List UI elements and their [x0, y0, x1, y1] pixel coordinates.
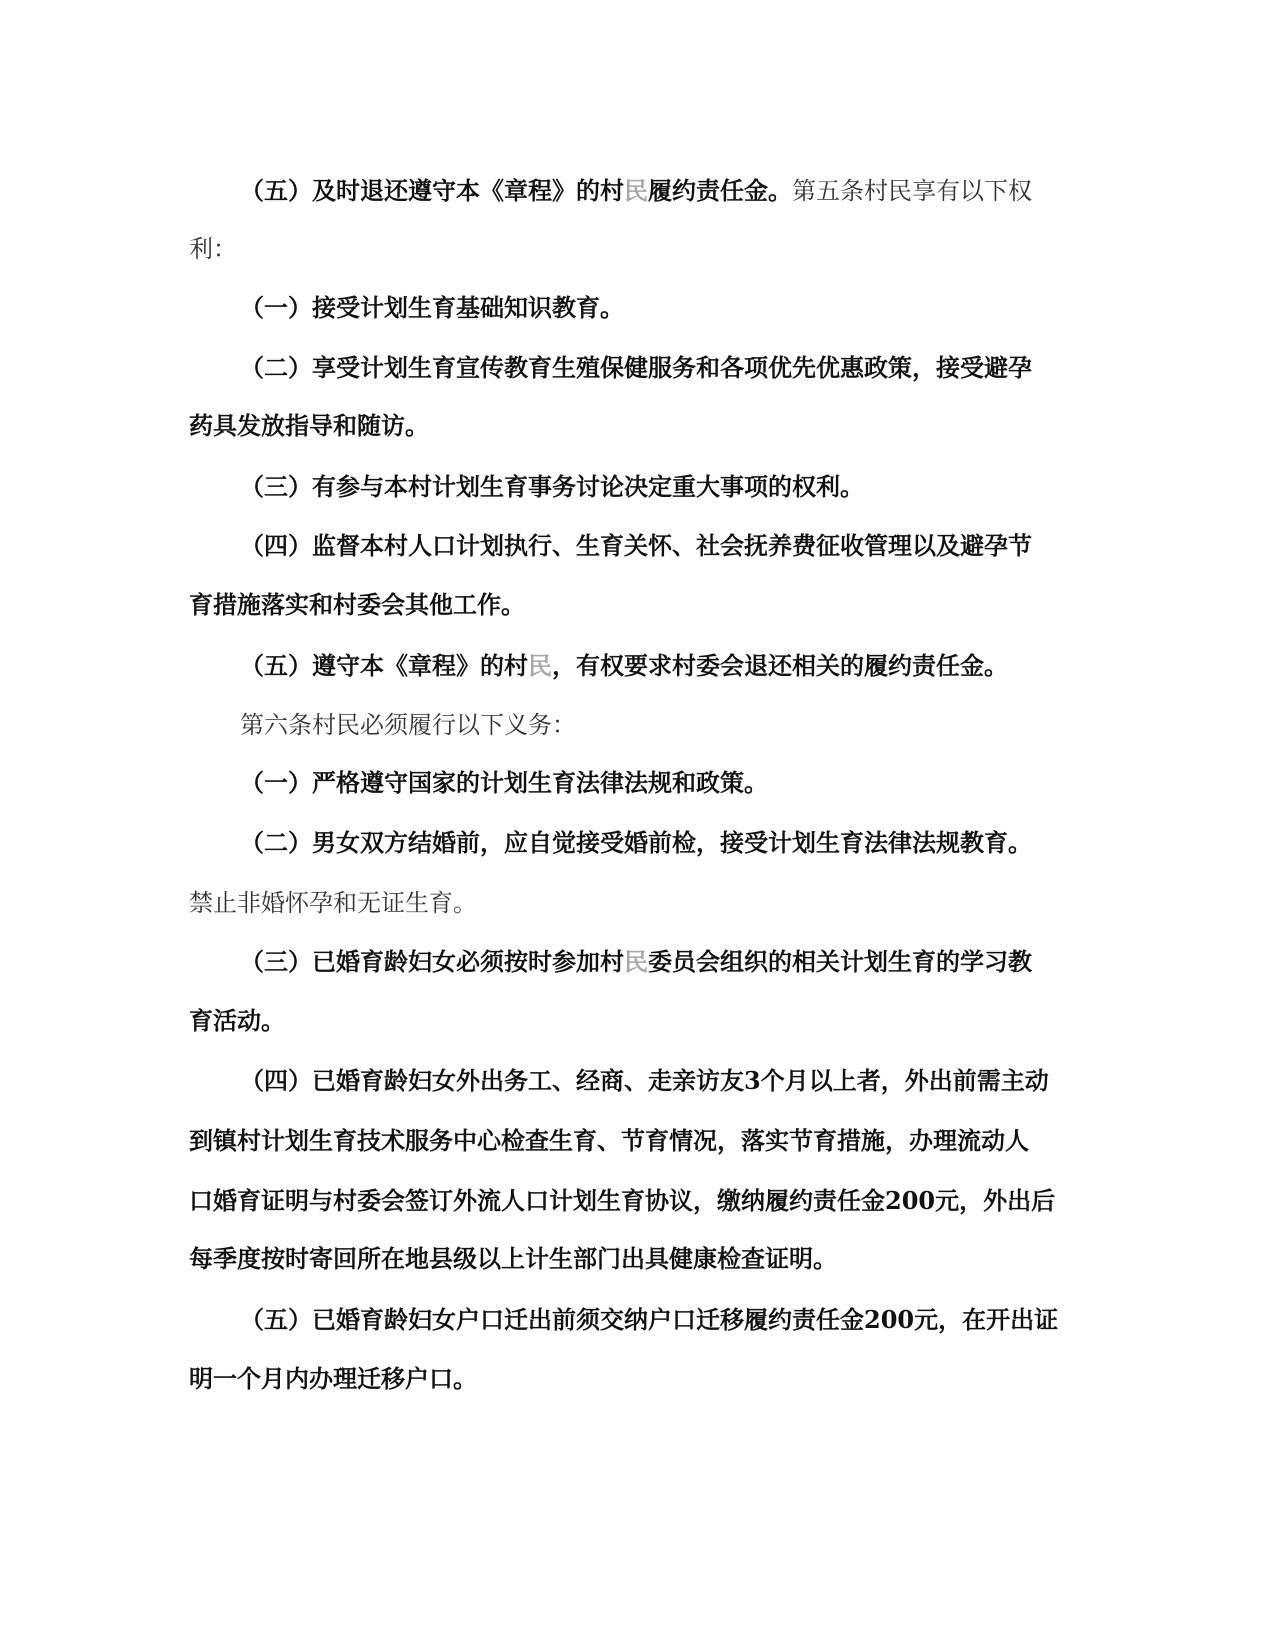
faded-character: 民	[624, 176, 648, 205]
text-line-10: 第六条村民必须履行以下义务：	[240, 711, 576, 739]
text-line-12: （二）男女双方结婚前，应自觉接受婚前检，接受计划生育法律法规教育。	[240, 828, 1032, 857]
text-line-14	[240, 946, 1032, 978]
text-segment-regular: 第五条村民享有以下权	[792, 177, 1032, 205]
text-line-5: 药具发放指导和随访。	[189, 411, 429, 440]
text-line-13: 禁止非婚怀孕和无证生育。	[189, 889, 477, 917]
text-segment: （三）已婚育龄妇女必须按时参加村	[240, 947, 624, 976]
text-segment: ，有权要求村委会退还相关的履约责任金。	[552, 651, 1008, 680]
text-line-18: 口婚育证明与村委会签订外流人口计划生育协议，缴纳履约责任金200元，外出后	[189, 1186, 1056, 1215]
text-segment: （五）及时退还遵守本《章程》的村	[240, 176, 624, 205]
text-line-7: （四）监督本村人口计划执行、生育关怀、社会抚养费征收管理以及避孕节	[240, 531, 1032, 560]
text-line-15: 育活动。	[189, 1006, 285, 1035]
text-segment: （五）遵守本《章程》的村	[240, 651, 528, 680]
faded-character: 民	[624, 947, 648, 976]
text-line-17: 到镇村计划生育技术服务中心检查生育、节育情况，落实节育措施，办理流动人	[189, 1126, 1029, 1155]
text-segment: 委员会组织的相关计划生育的学习教	[648, 947, 1032, 976]
text-segment: 履约责任金。	[648, 176, 792, 205]
text-line-16: （四）已婚育龄妇女外出务工、经商、走亲访友3个月以上者，外出前需主动	[240, 1066, 1049, 1095]
text-line-6: （三）有参与本村计划生育事务讨论决定重大事项的权利。	[240, 472, 864, 501]
text-line-21: 明一个月内办理迁移户口。	[189, 1364, 477, 1393]
text-line-11: （一）严格遵守国家的计划生育法律法规和政策。	[240, 768, 768, 797]
text-line-19: 每季度按时寄回所在地县级以上计生部门出具健康检查证明。	[189, 1244, 837, 1273]
text-line-8: 育措施落实和村委会其他工作。	[189, 590, 525, 619]
text-line-20: （五）已婚育龄妇女户口迁出前须交纳户口迁移履约责任金200元，在开出证	[240, 1305, 1059, 1334]
text-line-1	[240, 175, 1032, 207]
text-line-4: （二）享受计划生育宣传教育生殖保健服务和各项优先优惠政策，接受避孕	[240, 353, 1032, 382]
text-line-2: 利：	[189, 235, 237, 263]
text-line-3: （一）接受计划生育基础知识教育。	[240, 293, 624, 322]
faded-character: 民	[528, 651, 552, 680]
text-line-9	[240, 650, 1008, 682]
